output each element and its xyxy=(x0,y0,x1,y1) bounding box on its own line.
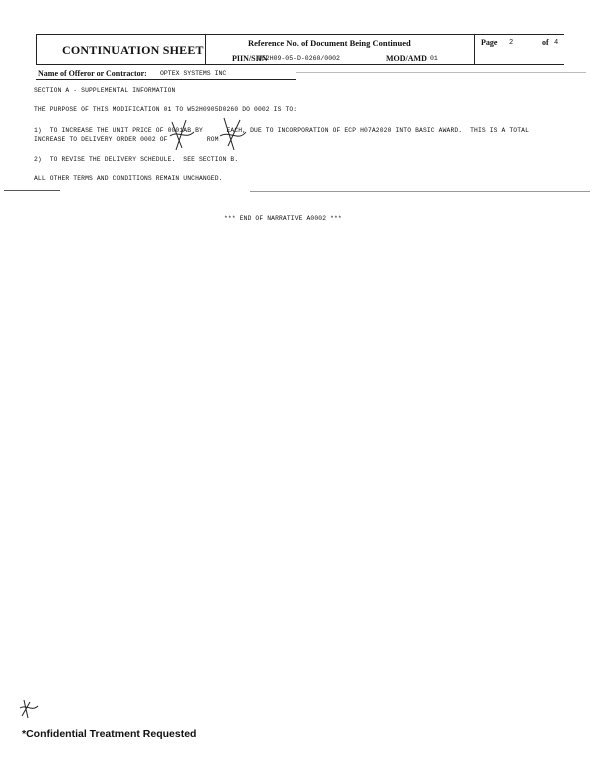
page-total: 4 xyxy=(554,39,559,47)
divider-right xyxy=(250,191,590,192)
item-1-line-2: INCREASE TO DELIVERY ORDER 0002 OF ROM xyxy=(34,136,219,143)
handwritten-mark-2-icon xyxy=(218,116,248,154)
handwritten-initial-icon xyxy=(18,698,40,720)
handwritten-mark-1-icon xyxy=(168,118,196,154)
header-left-border xyxy=(36,34,37,65)
item-2-line: 2) TO REVISE THE DELIVERY SCHEDULE. SEE SECTION B. xyxy=(34,156,239,163)
end-of-narrative: *** END OF NARRATIVE A0002 *** xyxy=(224,215,342,222)
piin-value: W52H09-05-D-0260/0002 xyxy=(258,55,340,62)
offeror-bottom-border-faint xyxy=(296,72,586,73)
page-number: 2 xyxy=(509,39,514,47)
offeror-value: OPTEX SYSTEMS INC xyxy=(160,70,227,77)
item-1-line-1: 1) TO INCREASE THE UNIT PRICE OF 0001AB BY EACH, DUE TO INCORPORATION OF ECP H07A2020 INTO BASIC AWARD. THIS IS A TOTAL xyxy=(34,127,530,134)
header-divider-title xyxy=(205,34,206,65)
mod-value: 01 xyxy=(430,55,438,62)
section-heading: SECTION A - SUPPLEMENTAL INFORMATION xyxy=(34,87,176,94)
reference-heading: Reference No. of Document Being Continued xyxy=(248,38,411,48)
of-label: of xyxy=(542,38,549,47)
piin-label: PIIN/SIIN xyxy=(232,54,268,63)
sheet-title: CONTINUATION SHEET xyxy=(62,43,204,57)
offeror-label: Name of Offeror or Contractor: xyxy=(38,69,147,78)
header-divider-page xyxy=(474,34,475,65)
confidential-notice: *Confidential Treatment Requested xyxy=(22,728,197,740)
header-bottom-border xyxy=(36,64,564,65)
closing-line: ALL OTHER TERMS AND CONDITIONS REMAIN UNCHANGED. xyxy=(34,175,223,182)
header-top-border xyxy=(36,34,564,35)
divider-left xyxy=(4,190,60,191)
purpose-line: THE PURPOSE OF THIS MODIFICATION 01 TO W52H0905D0260 DO 0002 IS TO: xyxy=(34,106,298,113)
page-label: Page xyxy=(481,38,498,47)
mod-label: MOD/AMD xyxy=(386,54,427,63)
offeror-bottom-border xyxy=(36,79,296,80)
